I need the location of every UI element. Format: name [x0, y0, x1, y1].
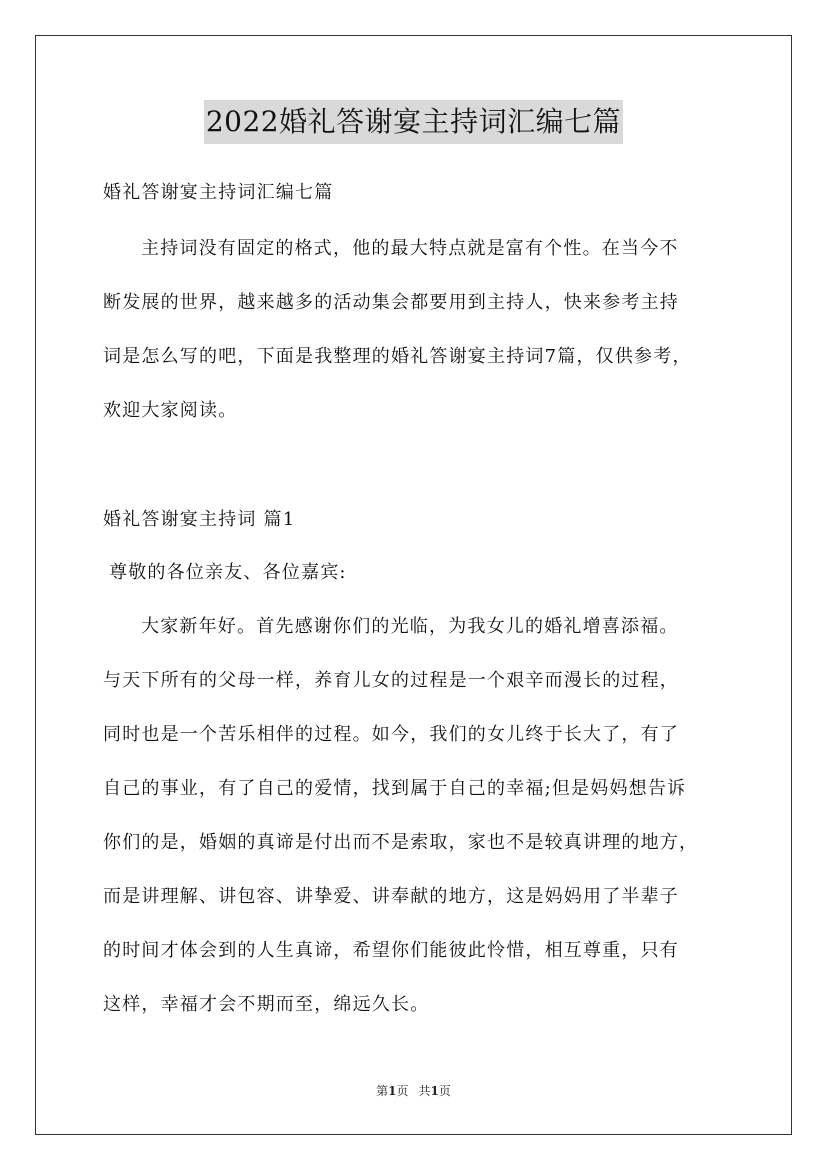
total-pages: 1: [430, 1084, 439, 1098]
intro-line: 词是怎么写的吧，下面是我整理的婚礼答谢宴主持词7篇，仅供参考，: [103, 346, 692, 367]
page-footer: [0, 1083, 827, 1099]
page-number: 1: [388, 1084, 397, 1098]
body-line: 你们的是，婚姻的真谛是付出而不是索取，家也不是较真讲理的地方，: [103, 832, 699, 853]
intro-line: 欢迎大家阅读。: [103, 400, 238, 421]
total-suffix: 页: [438, 1084, 451, 1098]
document-subtitle: 婚礼答谢宴主持词汇编七篇: [103, 182, 334, 203]
body-line: 而是讲理解、讲包容、讲挚爱、讲奉献的地方，这是妈妈用了半辈子: [103, 886, 679, 907]
body-line: 的时间才体会到的人生真谛，希望你们能彼此怜惜，相互尊重，只有: [103, 940, 679, 961]
document-title: 2022婚礼答谢宴主持词汇编七篇: [204, 100, 623, 144]
salutation: 尊敬的各位亲友、各位嘉宾:: [109, 562, 347, 583]
body-line: 大家新年好。首先感谢你们的光临，为我女儿的婚礼增喜添福。: [141, 616, 679, 637]
intro-line: 主持词没有固定的格式，他的最大特点就是富有个性。在当今不: [141, 238, 679, 259]
body-line: 这样，幸福才会不期而至，绵远久长。: [103, 994, 430, 1015]
page-prefix: 第: [376, 1084, 389, 1098]
intro-line: 断发展的世界，越来越多的活动集会都要用到主持人，快来参考主持: [103, 292, 679, 313]
page-suffix: 页: [396, 1084, 409, 1098]
body-line: 与天下所有的父母一样，养育儿女的过程是一个艰辛而漫长的过程，: [103, 670, 679, 691]
body-line: 自己的事业，有了自己的爱情，找到属于自己的幸福;但是妈妈想告诉: [103, 778, 687, 799]
section-heading: 婚礼答谢宴主持词 篇1: [103, 509, 296, 530]
total-prefix: 共: [418, 1084, 431, 1098]
body-line: 同时也是一个苦乐相伴的过程。如今，我们的女儿终于长大了，有了: [103, 724, 679, 745]
title-container: [0, 100, 827, 144]
